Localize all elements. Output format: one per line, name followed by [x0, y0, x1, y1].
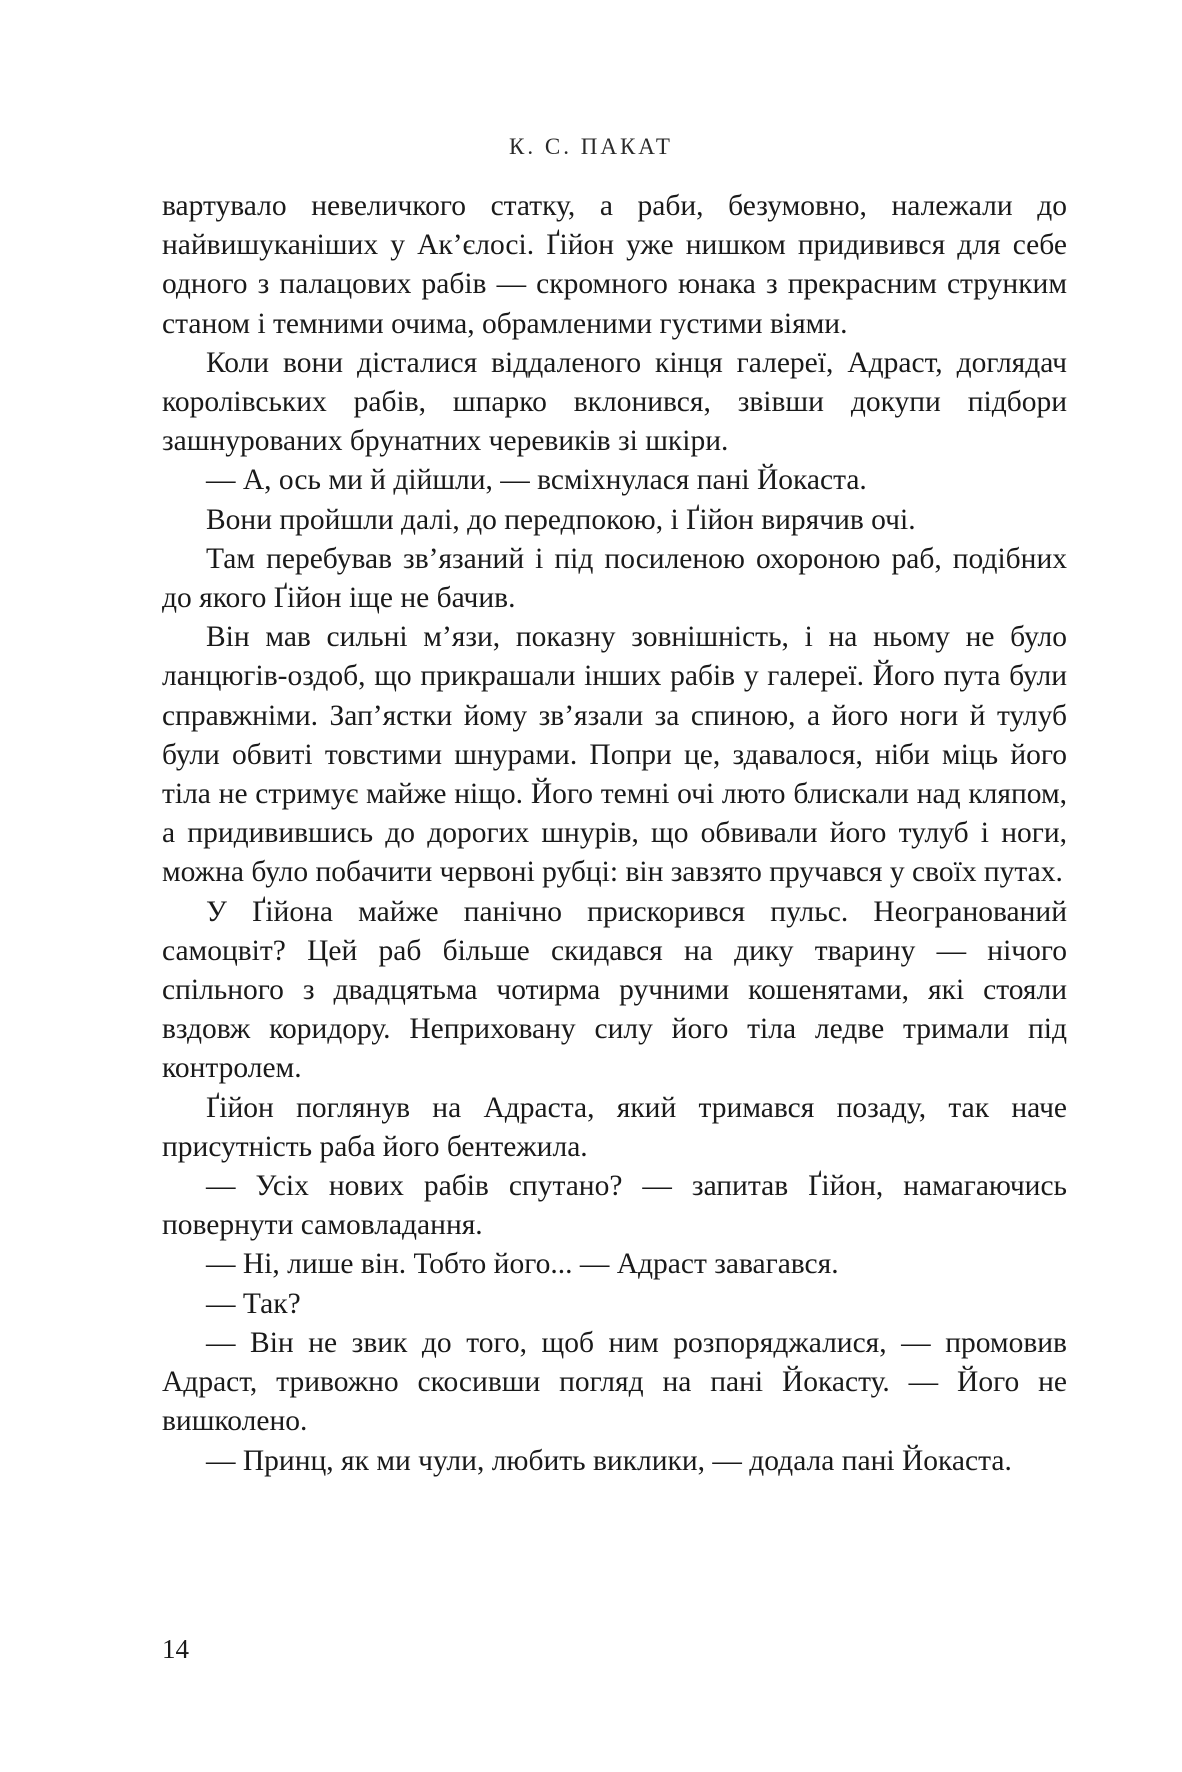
paragraph: — Він не звик до того, щоб ним розпоряджалися, — промовив Адраст, тривожно скосивши погляд на пані Йокасту. — Його не вишколено. [162, 1326, 1067, 1438]
paragraph: — Так? [206, 1287, 301, 1320]
paragraph: Там перебував зв’язаний і під посиленою охороною раб, подібних до якого Ґійон іще не бачив. [162, 542, 1067, 615]
paragraph: Він мав сильні м’язи, показну зовнішність, і на ньому не було ланцюгів-оздоб, що прикрашали інших рабів у галереї. Його пута були справжніми. Зап’ястки йому зв’язали за спиною, а його ноги й тулуб були обвиті товстими шнурами. Попри це, здавалося, ніби міць його тіла не стримує майже ніщо. Його темні очі люто блискали над кляпом, а придивившись до дорогих шнурів, що обвивали його тулуб і ноги, можна було побачити червоні рубці: він завзято пручався у своїх путах. [162, 621, 1067, 889]
paragraph: вартувало невеличкого статку, а раби, безумовно, належали до найвишуканіших у Ак’єлосі. Ґійон уже нишком придивився для себе одного з палацових рабів — скромного юнака з прекрасним струнким станом і темними очима, обрамленими густими віями. [162, 190, 1067, 340]
paragraph: — Усіх нових рабів спутано? — запитав Ґійон, намагаючись повернути самовладання. [162, 1170, 1067, 1242]
paragraph: Ґійон поглянув на Адраста, який тримався позаду, так наче присутність раба його бентежила. [162, 1091, 1067, 1163]
page-number: 14 [162, 1634, 189, 1664]
paragraph: Вони пройшли далі, до передпокою, і Ґійон вирячив очі. [206, 503, 916, 536]
running-head: К. С. ПАКАТ [509, 134, 673, 159]
paragraph: — Принц, як ми чули, любить виклики, — додала пані Йокаста. [206, 1444, 1012, 1477]
paragraph: — А, ось ми й дійшли, — всміхнулася пані Йокаста. [206, 464, 867, 497]
body-text [162, 187, 1067, 1481]
paragraph: — Ні, лише він. Тобто його... — Адраст завагався. [206, 1248, 839, 1281]
paragraph: У Ґійона майже панічно прискорився пульс. Неогранований самоцвіт? Цей раб більше скидався на дику тварину — нічого спільного з двадцятьма чотирма ручними кошенятами, які стояли вздовж коридору. Неприховану силу його тіла ледве тримали під контролем. [162, 895, 1067, 1085]
paragraph: Коли вони дісталися віддаленого кінця галереї, Адраст, доглядач королівських рабів, шпарко вклонився, звівши докупи підбори зашнурованих брунатних черевиків зі шкіри. [162, 346, 1067, 458]
